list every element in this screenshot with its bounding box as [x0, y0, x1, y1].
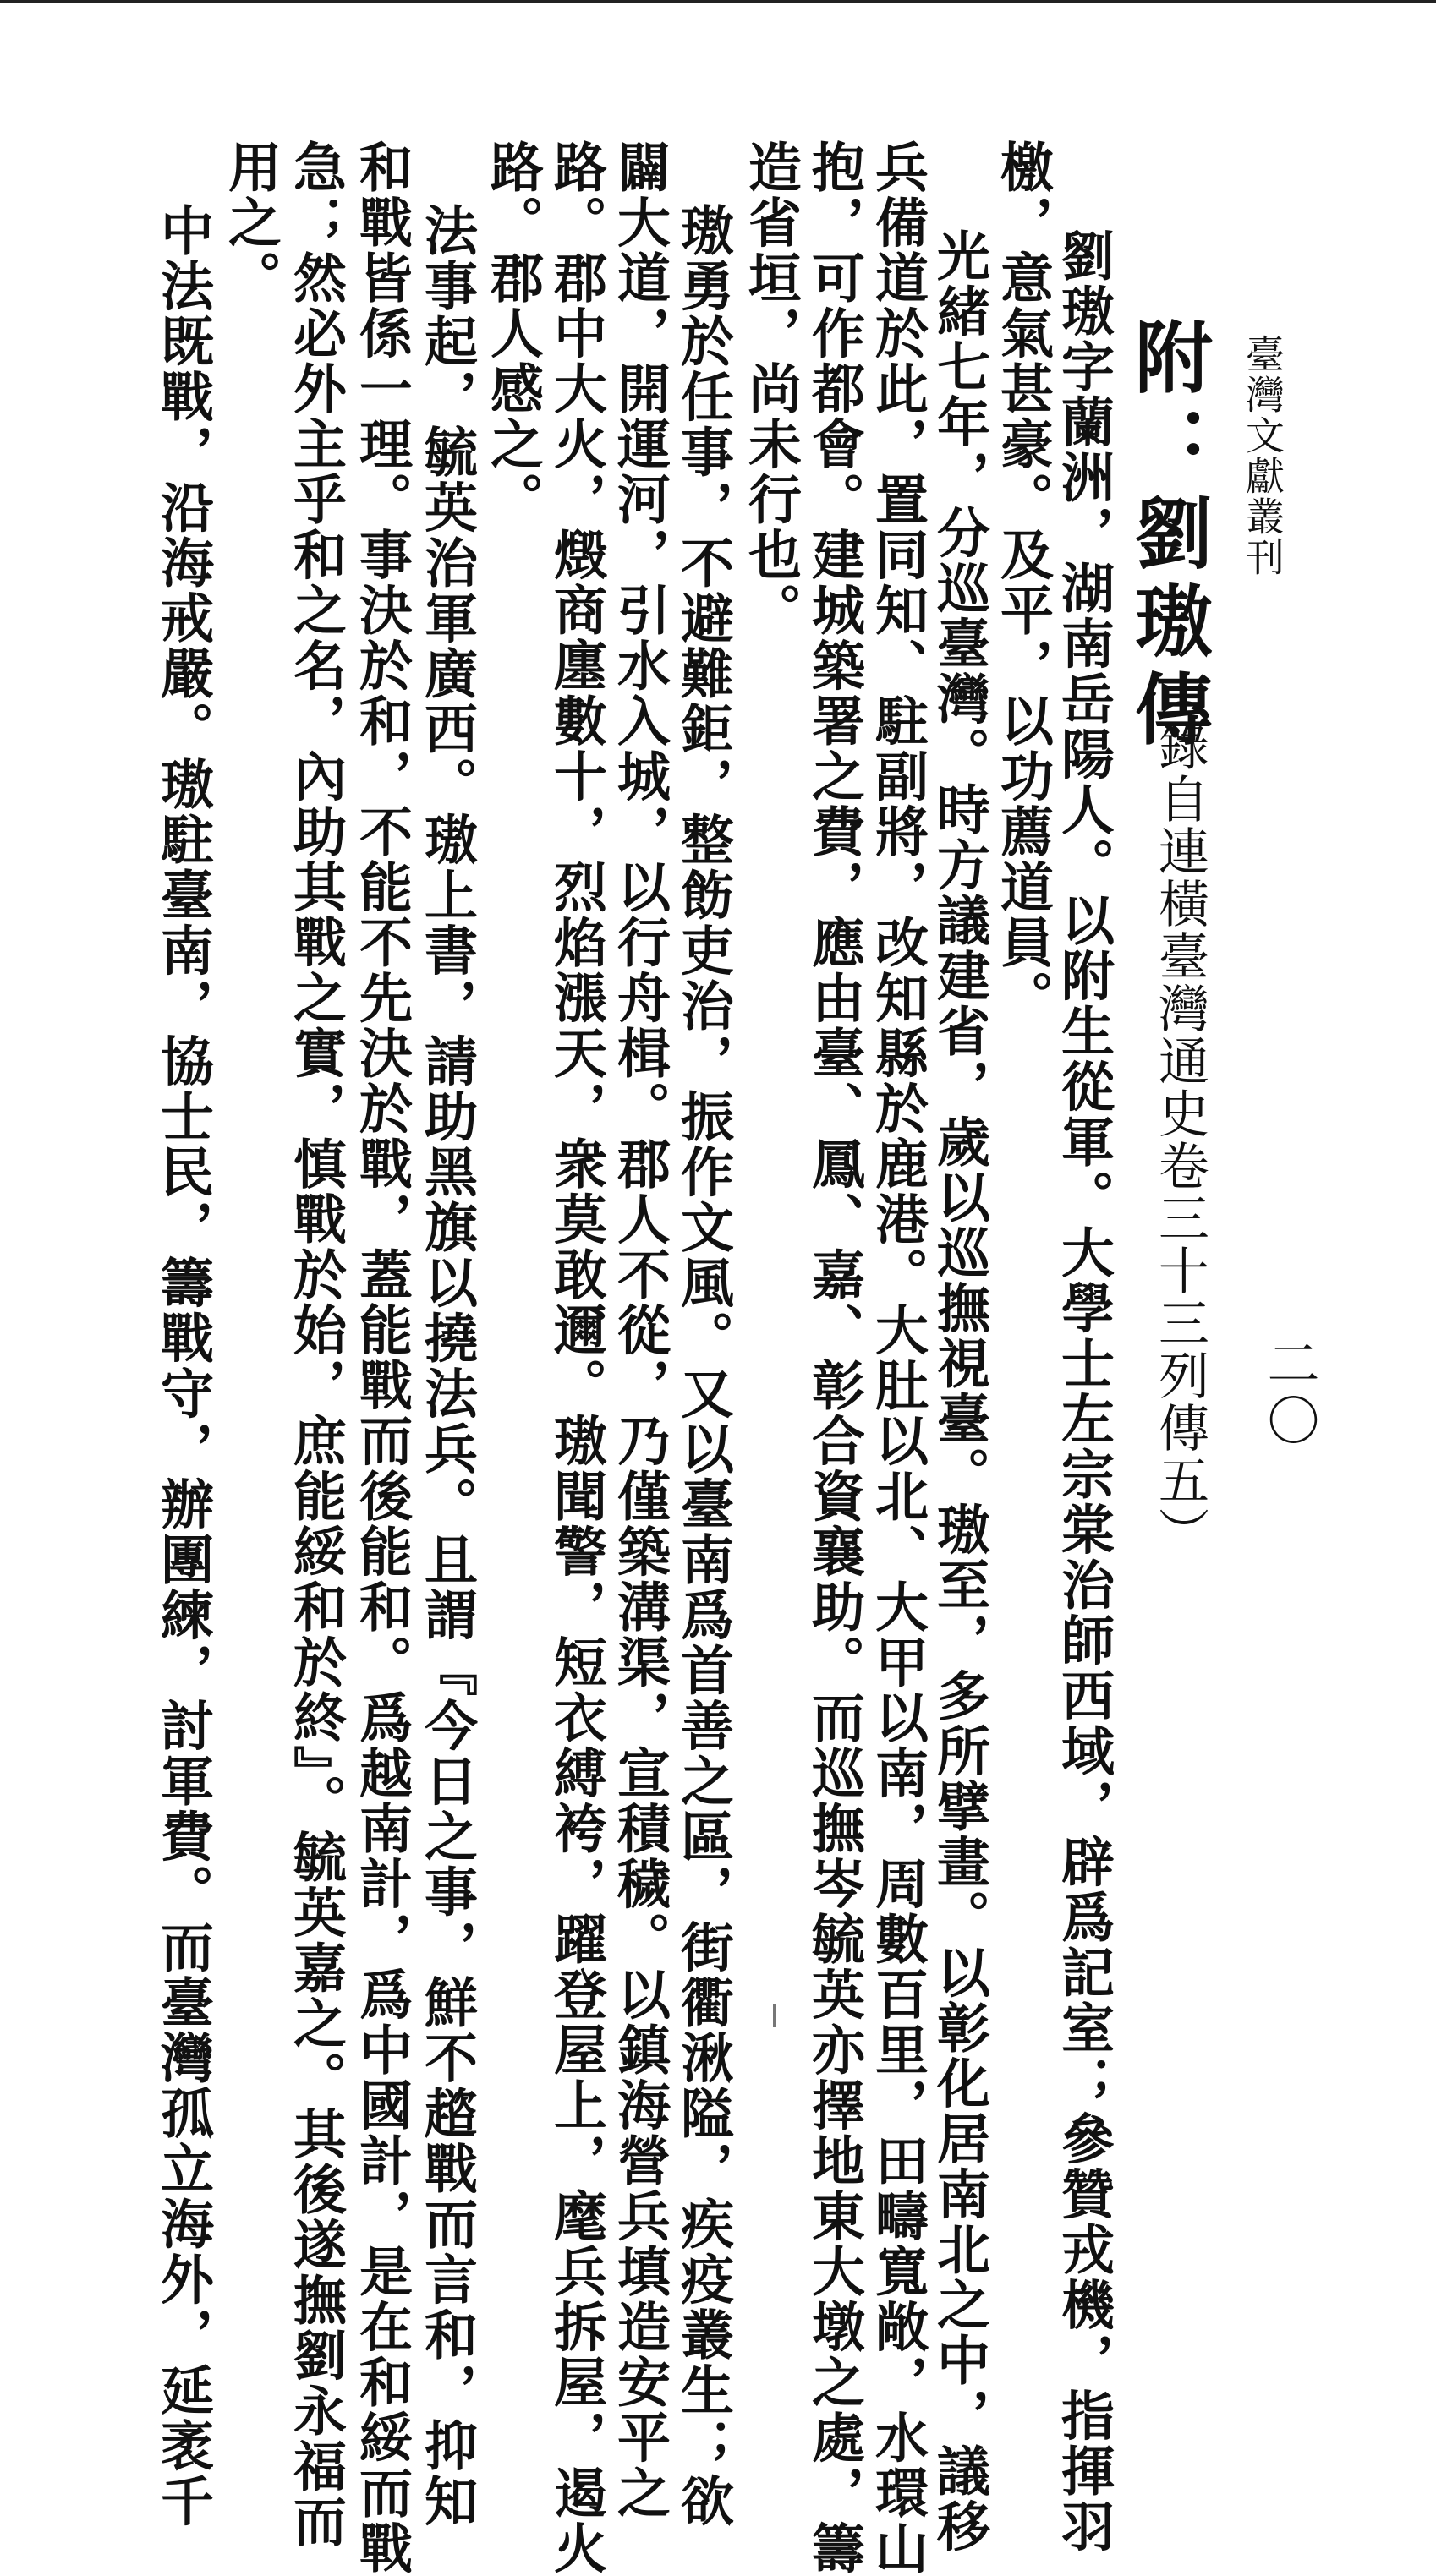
scan-artifact-mark [773, 2004, 776, 2027]
body-column-4: 兵備道於此，置同知、駐副將，改知縣於鹿港。大肚以北、大甲以南，周數百里，田疇寬敞，水環山 [867, 139, 929, 2576]
body-column-7: 璈勇於任事，不避難鉅，整飭吏治，振作文風。又以臺南爲首善之區，街衢湫隘，疾疫叢生；欲 [672, 203, 735, 2529]
body-column-1: 劉璈字蘭洲，湖南岳陽人。以附生從軍。大學士左宗棠治師西域，辟爲記室；參贊戎機，指揮羽 [1053, 228, 1115, 2554]
running-header: 臺灣文獻叢刊 [1240, 334, 1285, 577]
body-column-14: 用之。 [220, 139, 282, 306]
body-column-12: 和戰皆係一理。事決於和，不能不先決於戰，蓋能戰而後能和。爲越南計，爲中國計，是在和綏而戰 [351, 139, 414, 2576]
body-column-5: 抱，可作都會。建城築署之費，應由臺、鳳、嘉、彰合資襄助。而巡撫岑毓英亦擇地東大墩之處，籌 [803, 139, 866, 2576]
body-column-6: 造省垣，尚未行也。 [740, 139, 803, 638]
top-border-rule [0, 0, 1436, 3]
body-column-9: 路。郡中大火，燬商廛數十，烈焰漲天，衆莫敢邇。璈聞警，短衣縛袴，躍登屋上，麾兵拆屋，遏火 [545, 139, 608, 2576]
article-title: 附：劉璈傳 [1122, 317, 1214, 757]
body-column-3: 光緒七年，分巡臺灣。時方議建省，歲以巡撫視臺。璈至，多所擘畫。以彰化居南北之中，議移 [929, 228, 991, 2554]
body-column-8: 闢大道，開運河，引水入城，以行舟楫。郡人不從，乃僅築溝渠，宣積穢。以鎮海營兵填造安平之 [609, 139, 671, 2521]
body-column-11: 法事起，毓英治軍廣西。璈上書，請助黑旗以撓法兵。且謂『今日之事，鮮不趦戰而言和，抑知 [416, 203, 479, 2529]
body-column-2: 檄，意氣甚豪。及平，以功薦道員。 [992, 139, 1055, 1025]
body-column-13: 急；然必外主乎和之名，內助其戰之實，慎戰於始，庶能綏和於終』。毓英嘉之。其後遂撫劉永福而 [285, 139, 348, 2550]
body-column-10: 路。郡人感之。 [482, 139, 545, 528]
article-source-note: （錄自連橫臺灣通史卷三十三列傳五） [1150, 668, 1209, 1559]
page-number: 二〇 [1258, 1336, 1320, 1451]
body-column-15: 中法既戰，沿海戒嚴。璈駐臺南，協士民，籌戰守，辦團練，討軍費。而臺灣孤立海外，延袤千 [152, 203, 215, 2529]
